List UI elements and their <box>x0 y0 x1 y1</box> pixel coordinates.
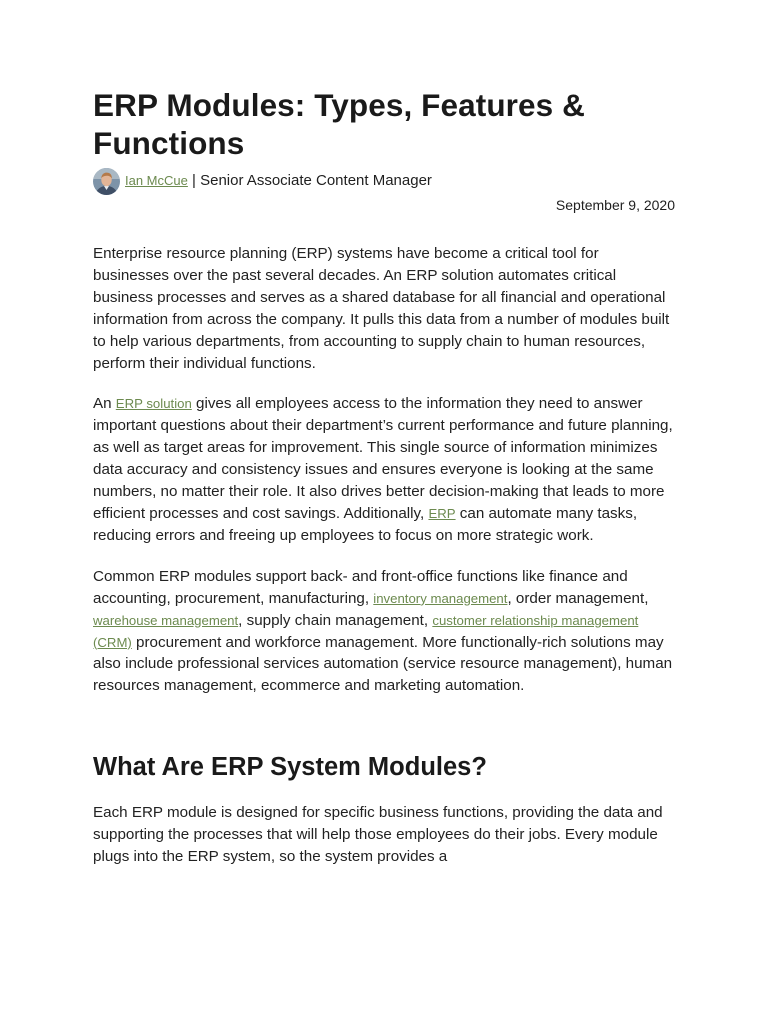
paragraph-erp-solution <box>93 393 675 546</box>
byline-text <box>125 172 432 190</box>
byline <box>93 172 675 198</box>
intro-paragraph: Enterprise resource planning (ERP) systems have become a critical tool for businesses over the past several decades. An ERP solution automates critical business processes and serves as a shared database for all financial and operational information from across the company. It pulls this data from a number of modules built to help various departments, from accounting to supply chain to human resources, perform their individual functions. <box>93 245 670 372</box>
byline-separator: | <box>187 172 201 189</box>
warehouse-management-link[interactable]: warehouse management <box>93 612 239 628</box>
paragraph-common-modules <box>93 566 675 697</box>
section-heading: What Are ERP System Modules? <box>93 753 487 782</box>
article-title: ERP Modules: Types, Features & Functions <box>93 87 585 161</box>
paragraph-text: can automate many tasks, reducing errors and freeing up employees to focus on more strategic work. <box>93 504 638 544</box>
paragraph-text: Common ERP modules support back- and front-office functions like finance and accounting, procurement, manufacturing, <box>93 567 628 607</box>
author-link[interactable]: Ian McCue <box>125 173 188 188</box>
paragraph-text: procurement and workforce management. More functionally-rich solutions may also include professional services automation (service resource management), human resources management, ecommerce and marketing automation. <box>93 633 673 695</box>
paragraph-text: An <box>93 395 116 413</box>
author-avatar-icon <box>93 168 120 195</box>
paragraph-text: , order management, <box>507 589 649 607</box>
publish-date: September 9, 2020 <box>555 197 675 213</box>
erp-link[interactable]: ERP <box>428 505 456 521</box>
inventory-management-link[interactable]: inventory management <box>373 590 508 606</box>
author-role: Senior Associate Content Manager <box>200 172 432 189</box>
section-paragraph: Each ERP module is designed for specific business functions, providing the data and supporting the processes that will help those employees do their jobs. Every module plugs into the ERP system, so the system provides a <box>93 804 663 866</box>
erp-solution-link[interactable]: ERP solution <box>115 396 192 412</box>
paragraph-text: gives all employees access to the information they need to answer important questions about their department’s current performance and future planning, as well as target areas for improvement. This single source of information minimizes data accuracy and consistency issues and ensures everyone is looking at the same numbers, no matter their role. It also drives better decision-making that leads to more efficient processes and cost savings. Additionally, <box>93 395 673 522</box>
crm-link[interactable]: customer relationship management (CRM) <box>93 612 639 650</box>
paragraph-text: , supply chain management, <box>238 611 433 629</box>
article <box>93 86 675 868</box>
